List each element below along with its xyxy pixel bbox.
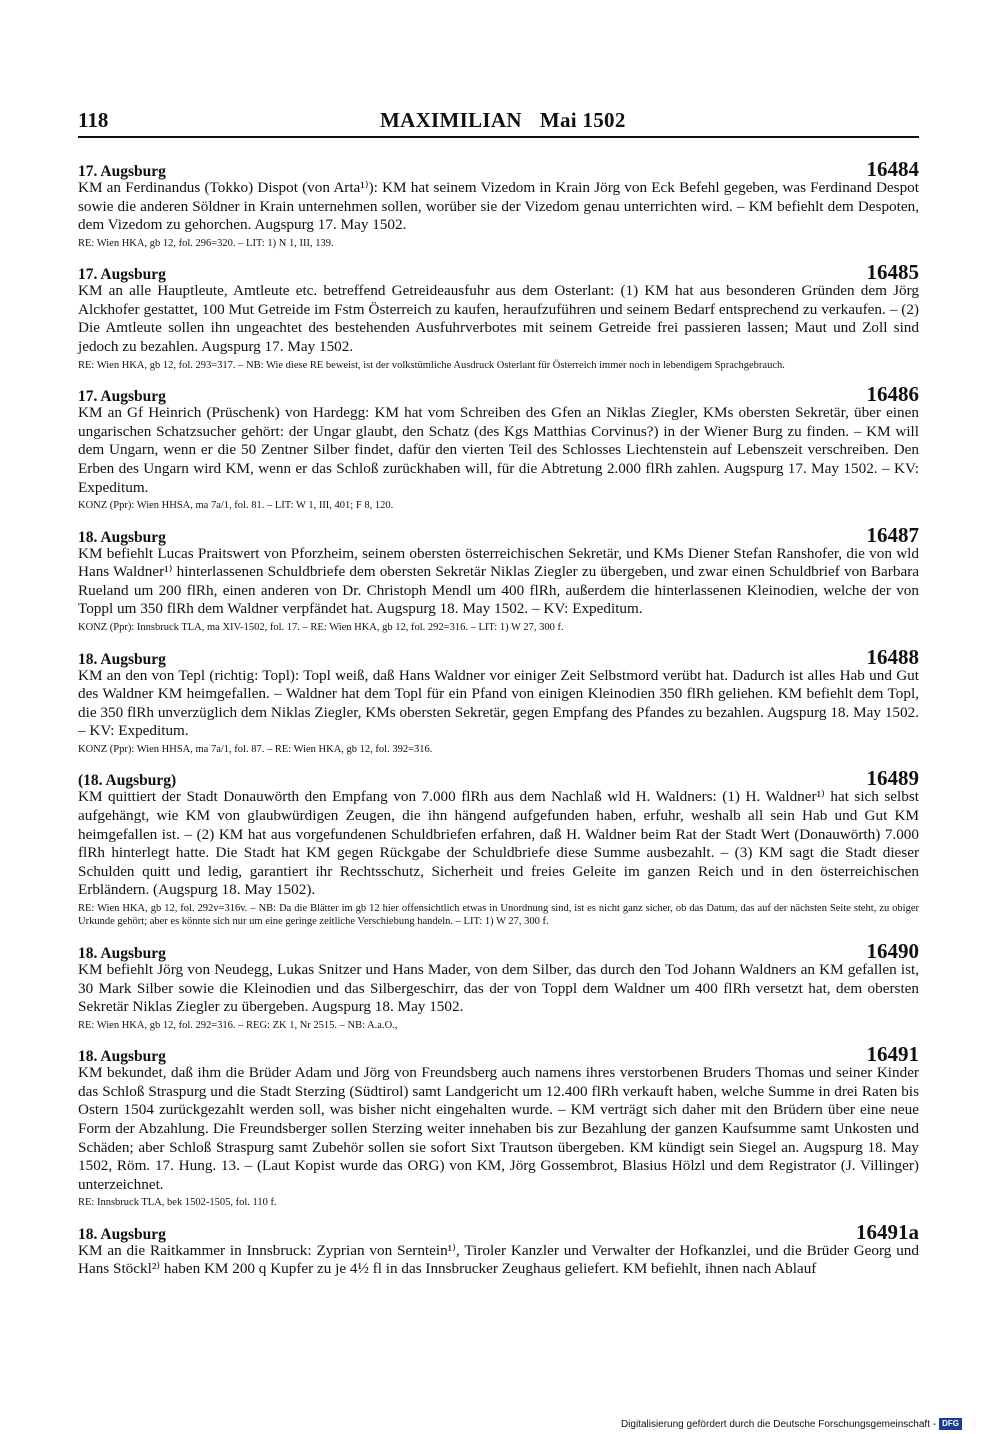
entry-text: KM bekundet, daß ihm die Brüder Adam und Jörg von Freundsberg auch namens ihres verstorbenen Bruders Thomas und seiner Kinder das Schloß Straspurg und die Stadt Sterzing (Südtirol) samt Landgericht um 12.400 flRh verkauft haben, welche Summe in drei Raten bis Ostern 1504 zurückgezahlt werden soll, was bisher nicht eingehalten wurde. – KM verträgt sich daher mit den Brüdern über eine neue Form der Abzahlung. Die Freundsberger sollen Sterzing weiter innehaben bis zur Bezahlung der ganzen Kaufsumme samt Unkosten und Schäden; aber Schloß Straspurg samt Zubehör sollen sie sofort Sixt Trautson übergeben. KM kündigt sein Siegel an. Augspurg 18. May 1502, Röm. 17. Hung. 13. – (Laut Kopist wurde das ORG) von KM, Jörg Gossembrot, Blasius Hölzl und dem Registrator (J. Villinger) unterzeichnet. [78,1064,919,1193]
entry-text: KM an die Raitkammer in Innsbruck: Zyprian von Serntein¹⁾, Tiroler Kanzler und Verwalter der Hofkanzlei, und die Brüder Georg und Hans Stöckl²⁾ haben KM 200 q Kupfer zu je 4½ fl in das Innsbrucker Zeughaus geliefert. KM befiehlt, ihnen nach Ablauf [78,1241,919,1278]
entry-number: 16489 [866,766,919,791]
entry-date: (18. Augsburg) [78,772,177,790]
regest-entry [78,939,919,1032]
regest-entry [78,157,919,250]
header-date: Mai 1502 [539,108,626,132]
entry-date: 17. Augsburg [78,266,166,284]
entry-date: 18. Augsburg [78,650,166,668]
regest-entry [78,1220,919,1279]
entry-text: KM an Gf Heinrich (Prüschenk) von Hardegg: KM hat vom Schreiben des Gfen an Niklas Ziegler, KMs obersten Sekretär, über einen ungarischen Schatzsucher gehört: der Ungar glaubt, den Schatz (des Kgs Matthias Corvinus?) in der Wiener Burg zu finden. – KM will dem Ungarn, wenn er die 50 Zentner Silber findet, dafür den vierten Teil des Schlosses Liechtenstein auf Lebenszeit verschreiben. Den Erben des Ungarn wird KM, wenn er das Schloß zurückhaben will, für die Abtretung 2.000 flRh zahlen. Augspurg 17. May 1502. – KV: Expeditum. [78,404,919,496]
entry-number: 16484 [866,157,919,181]
entry-number: 16491 [866,1042,919,1067]
entry-text: KM befiehlt Lucas Praitswert von Pforzheim, seinem obersten österreichischen Sekretär, und KMs Diener Stefan Ranshofer, die von wld Hans Waldner¹⁾ hinterlassenen Schuldbriefe dem obersten Sekretär Niklas Ziegler zu übergeben, und zwar einen Schuldbrief von Barbara Rueland um 200 flRh, einen anderen von Dr. Christoph Mendl um 400 flRh, außerdem die hinterlassenen Kleinodien, welche der von Toppl um 350 flRh dem Waldner verpfändet hat. Augspurg 18. May 1502. – KV: Expeditum. [78,544,919,618]
page-number: 118 [78,108,109,132]
entry-date: 18. Augsburg [78,944,166,962]
entry-source: RE: Wien HKA, gb 12, fol. 292v=316v. – NB: Da die Blätter im gb 12 hier offensichtlich etwas in Unordnung sind, ist es nicht ganz sicher, ob das Datum, das auf der nächsten Seite steht, zu obiger Urkunde gehört; aber es könnte sich nur um eine geringe zeitliche Verschiebung handeln. – LIT: 1) W 27, 300 f. [78,902,919,928]
entry-date: 18. Augsburg [78,528,166,546]
entry-header [78,260,919,285]
entry-header [78,523,919,545]
regest-list [78,157,919,1289]
entry-date: 17. Augsburg [78,388,166,406]
regest-entry [78,382,919,512]
entry-source: KONZ (Ppr): Innsbruck TLA, ma XIV-1502, fol. 17. – RE: Wien HKA, gb 12, fol. 292=316. – LIT: 1) W 27, 300 f. [78,622,564,633]
volume-title: MAXIMILIAN [380,108,522,132]
entry-number: 16485 [866,260,919,285]
entry-number: 16490 [866,938,919,963]
entry-date: 18. Augsburg [78,1225,166,1243]
entry-header [78,1220,919,1242]
entry-header [78,766,919,791]
entry-source: KONZ (Ppr): Wien HHSA, ma 7a/1, fol. 87. – RE: Wien HKA, gb 12, fol. 392=316. [78,743,433,755]
regest-entry [78,1042,919,1210]
entry-header [78,645,919,667]
entry-source: RE: Innsbruck TLA, bek 1502-1505, fol. 110 f. [78,1197,277,1209]
funding-credit: Digitalisierung gefördert durch die Deutsche Forschungsgemeinschaft - [620,1418,937,1430]
entry-date: 18. Augsburg [78,1048,166,1066]
regest-entry [78,766,919,929]
entry-header [78,939,919,961]
entry-number: 16487 [866,522,919,547]
regest-entry [78,523,919,635]
page-header [78,106,919,138]
entry-header [78,1042,919,1067]
running-title [380,108,626,133]
entry-text: KM an alle Hauptleute, Amtleute etc. betreffend Getreideausfuhr aus dem Osterlant: (1) KM hat aus besonderen Gründen dem Jörg Alckhofer gestattet, 100 Mut Getreide im Fstm Österreich zu kaufen, heraufzuführen und seinem Bedarf entsprechend zu verkaufen. – (2) Die Amtleute sollen ihn ungeachtet des bestehenden Ausfuhrverbotes mit seinem Getreide frei passieren lassen; Maut und Zoll sind jedoch zu bezahlen. Augspurg 17. May 1502. [78,282,919,356]
entry-number: 16486 [866,382,919,407]
entry-source: RE: Wien HKA, gb 12, fol. 292=316. – REG: ZK 1, Nr 2515. – NB: A.a.O., [78,1019,398,1031]
entry-source: RE: Wien HKA, gb 12, fol. 296=320. – LIT: 1) N 1, III, 139. [78,237,334,249]
entry-number: 16488 [866,644,919,669]
entry-date: 17. Augsburg [78,163,166,180]
footer-credit [621,1418,962,1430]
regest-entry [78,645,919,757]
entry-source: KONZ (Ppr): Wien HHSA, ma 7a/1, fol. 81. – LIT: W 1, III, 401; F 8, 120. [78,500,394,512]
entry-text: KM an Ferdinandus (Tokko) Dispot (von Arta¹⁾): KM hat seinem Vizedom in Krain Jörg von Eck Befehl gegeben, was Ferdinand Despot sowie die anderen Söldner in Krain unternehmen sollen, worüber sie der Vizedom genau unterrichten wird. – KM befiehlt dem Despoten, dem Vizedom zu gehorchen. Augspurg 17. May 1502. [78,179,919,234]
regest-entry [78,260,919,372]
dfg-logo-icon: DFG [939,1418,962,1430]
entry-text: KM befiehlt Jörg von Neudegg, Lukas Snitzer und Hans Mader, von dem Silber, das durch den Tod Johann Waldners an KM gefallen ist, 30 Mark Silber sowie die Kleinodien und das Silbergeschirr, das der von Toppl dem Waldner um 400 flRh versetzt hat, dem obersten Sekretär Niklas Ziegler zu übergeben. Augspurg 18. May 1502. [78,960,919,1016]
entry-text: KM an den von Tepl (richtig: Topl): Topl weiß, daß Hans Waldner vor einiger Zeit Selbstmord verübt hat. Dadurch ist alles Hab und Gut des Waldner KM heimgefallen. – Waldner hat dem Topl für ein Pfand von einigen Kleinodien 350 flRh geliehen. KM befiehlt dem Topl, die 350 flRh unverzüglich dem Niklas Ziegler, KMs obersten Sekretär, gegen Empfang des Pfandes zu bezahlen. Augspurg 18. May 1502. – KV: Expeditum. [78,666,919,740]
entry-source: RE: Wien HKA, gb 12, fol. 293=317. – NB: Wie diese RE beweist, ist der volkstümliche Ausdruck Osterlant für Österreich immer noch in lebendigem Sprachgebrauch. [78,359,785,371]
entry-number: 16491a [856,1219,919,1244]
entry-header [78,382,919,407]
entry-text: KM quittiert der Stadt Donauwörth den Empfang von 7.000 flRh aus dem Nachlaß wld H. Waldners: (1) H. Waldner¹⁾ hat sich selbst aufgehängt, wie KM von glaubwürdigen Zeugen, die ihn hängend aufgefunden haben, erfuhr, weshalb all sein Hab und Gut KM heimgefallen ist. – (2) KM hat aus vorgefundenen Schuldbriefen erfahren, daß H. Waldner beim Rat der Stadt Wert (Donauwörth) 7.000 flRh hinterlegt hatte. Die Stadt hat KM gegen Rückgabe der Schuldbriefe diese Summe ausbezahlt. – (3) KM sagt die Stadt dieser Schulden quitt und ledig, garantiert ihr Rechtsschutz, Sicherheit und freies Geleite im ganzen Reich und in den österreichischen Erbländern. (Augspurg 18. May 1502). [78,788,919,899]
entry-header [78,157,919,179]
